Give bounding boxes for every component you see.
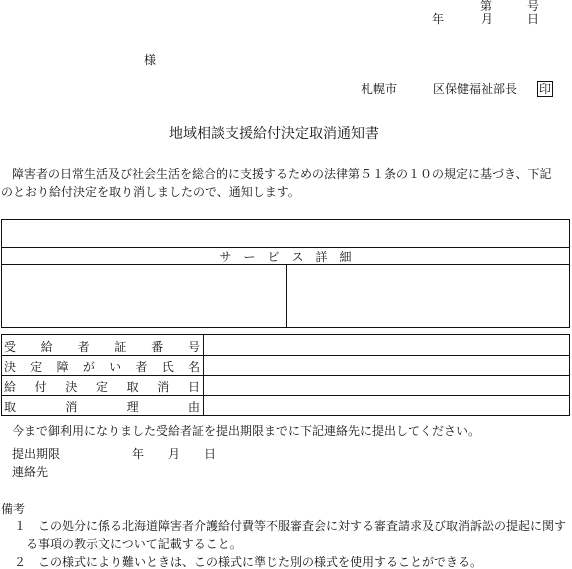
date-year: 年 xyxy=(432,12,445,26)
number-suffix: 号 xyxy=(527,0,540,13)
remark-1-line-1: この処分に係る北海道障害者介護給付費等不服審査会に対する審査請求及び取消訴訟の提起に関す xyxy=(38,519,567,533)
seal-mark xyxy=(537,81,553,97)
remarks-heading: 備考 xyxy=(1,502,26,516)
table-row xyxy=(2,355,569,376)
deadline-month: 月 xyxy=(168,447,181,461)
table-row xyxy=(2,395,569,415)
service-detail-header: サービス詳細 xyxy=(219,250,364,264)
row-label-recipient-name: 決 定 障 が い 者 氏 名 xyxy=(4,360,200,374)
seal-text: 印 xyxy=(539,82,552,96)
body-line-2: のとおり給付決定を取り消しましたので、通知します。 xyxy=(1,185,300,199)
deadline-day: 日 xyxy=(204,447,217,461)
date-day: 日 xyxy=(527,12,540,26)
body-line-1: 障害者の日常生活及び社会生活を総合的に支援するための法律第５１条の１０の規定に基づき、下記 xyxy=(12,167,552,181)
service-detail-table xyxy=(1,219,570,328)
addressee-suffix: 様 xyxy=(144,53,157,67)
issuer-dept: 区保健福祉部長 xyxy=(433,82,518,96)
number-label: 第 xyxy=(480,0,493,13)
service-table-divider-top xyxy=(2,247,569,248)
deadline-year: 年 xyxy=(132,447,145,461)
remark-2-line-1: この様式により難いときは、この様式に準じた別の様式を使用することができる。 xyxy=(38,555,483,569)
return-notice: 今まで御利用になりました受給者証を提出期限までに下記連絡先に提出してください。 xyxy=(12,424,481,438)
row-label-certificate-number: 受 給 者 証 番 号 xyxy=(4,340,200,354)
table-row xyxy=(2,335,569,356)
row-label-cancel-date: 給 付 決 定 取 消 日 xyxy=(4,380,200,394)
remark-1-number: １ xyxy=(14,519,27,533)
remark-2-number: ２ xyxy=(14,555,27,569)
remark-1-line-2: る事項の教示文について記載すること。 xyxy=(26,537,242,551)
deadline-label: 提出期限 xyxy=(12,447,61,461)
service-table-column-divider xyxy=(286,264,287,327)
document-title: 地域相談支援給付決定取消通知書 xyxy=(169,126,379,142)
contact-label: 連絡先 xyxy=(12,465,49,479)
table-row xyxy=(2,375,569,396)
issuer-city: 札幌市 xyxy=(361,82,398,96)
recipient-info-table xyxy=(1,334,570,416)
row-label-cancel-reason: 取 消 理 由 xyxy=(4,400,200,414)
date-month: 月 xyxy=(481,12,494,26)
